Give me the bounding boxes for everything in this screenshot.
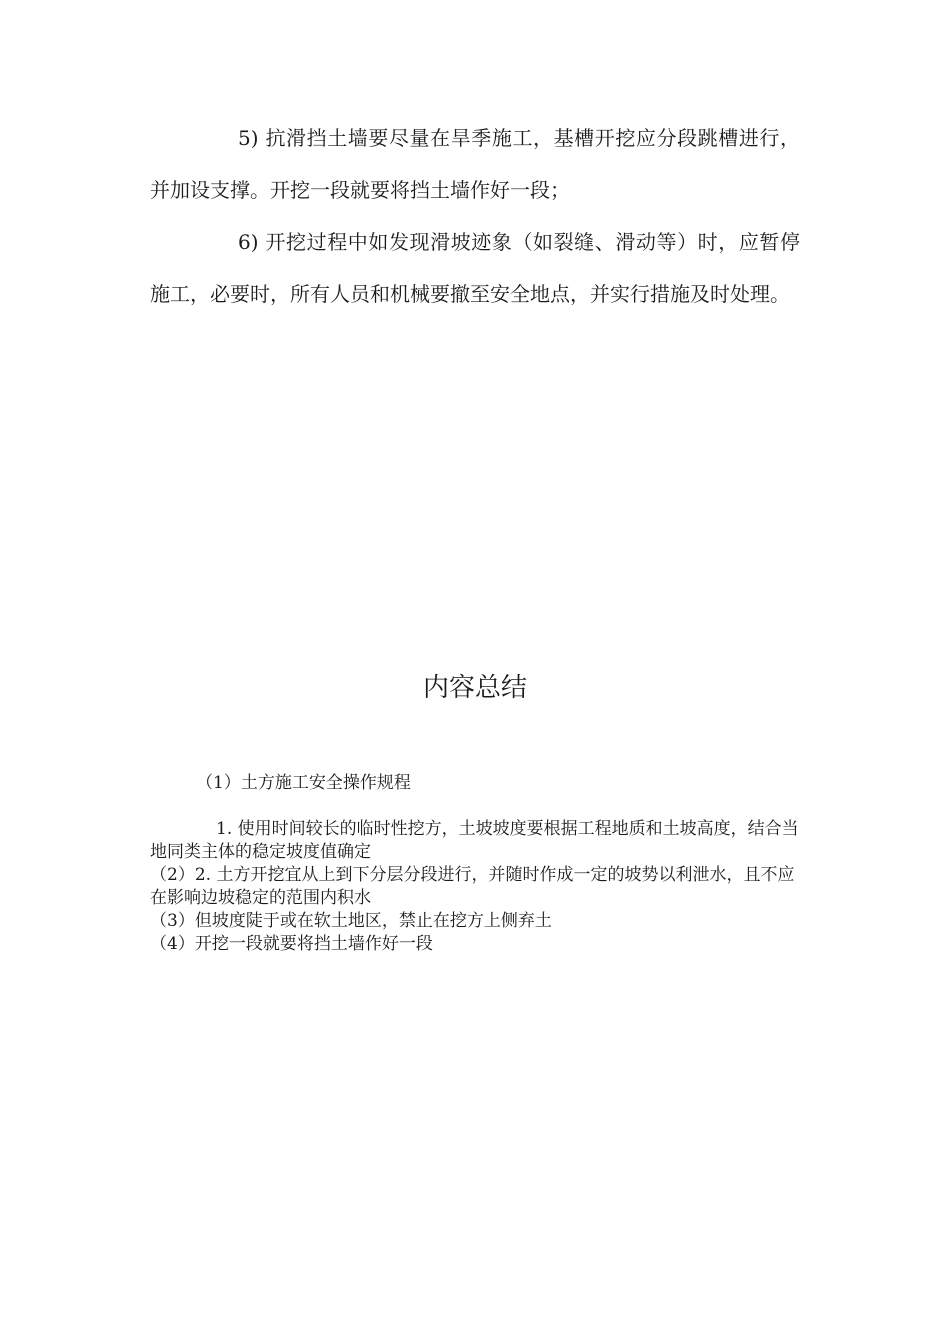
summary-title: 内容总结 <box>422 673 527 703</box>
summary-heading: （1）土方施工安全操作规程 <box>196 773 411 793</box>
summary-line: 1. 使用时间较长的临时性挖方，土坡坡度要根据工程地质和土坡高度，结合当地同类主体的稳定坡度值确定 <box>150 819 799 862</box>
paragraph-landslide-signs: 6) 开挖过程中如发现滑坡迹象（如裂缝、滑动等）时，应暂停施工，必要时，所有人员和机械要撤至安全地点，并实行措施及时处理。 <box>150 230 800 306</box>
paragraph-retaining-wall: 5) 抗滑挡土墙要尽量在旱季施工，基槽开挖应分段跳槽进行，并加设支撑。开挖一段就要将挡土墙作好一段； <box>150 126 800 202</box>
summary-line: （2）2. 土方开挖宜从上到下分层分段进行，并随时作成一定的坡势以利泄水，且不应在影响边坡稳定的范围内积水 <box>150 865 795 908</box>
summary-line: （4）开挖一段就要将挡土墙作好一段 <box>150 934 433 954</box>
summary-body <box>150 818 800 956</box>
summary-line: （3）但坡度陡于或在软土地区，禁止在挖方上侧弃土 <box>150 911 552 931</box>
